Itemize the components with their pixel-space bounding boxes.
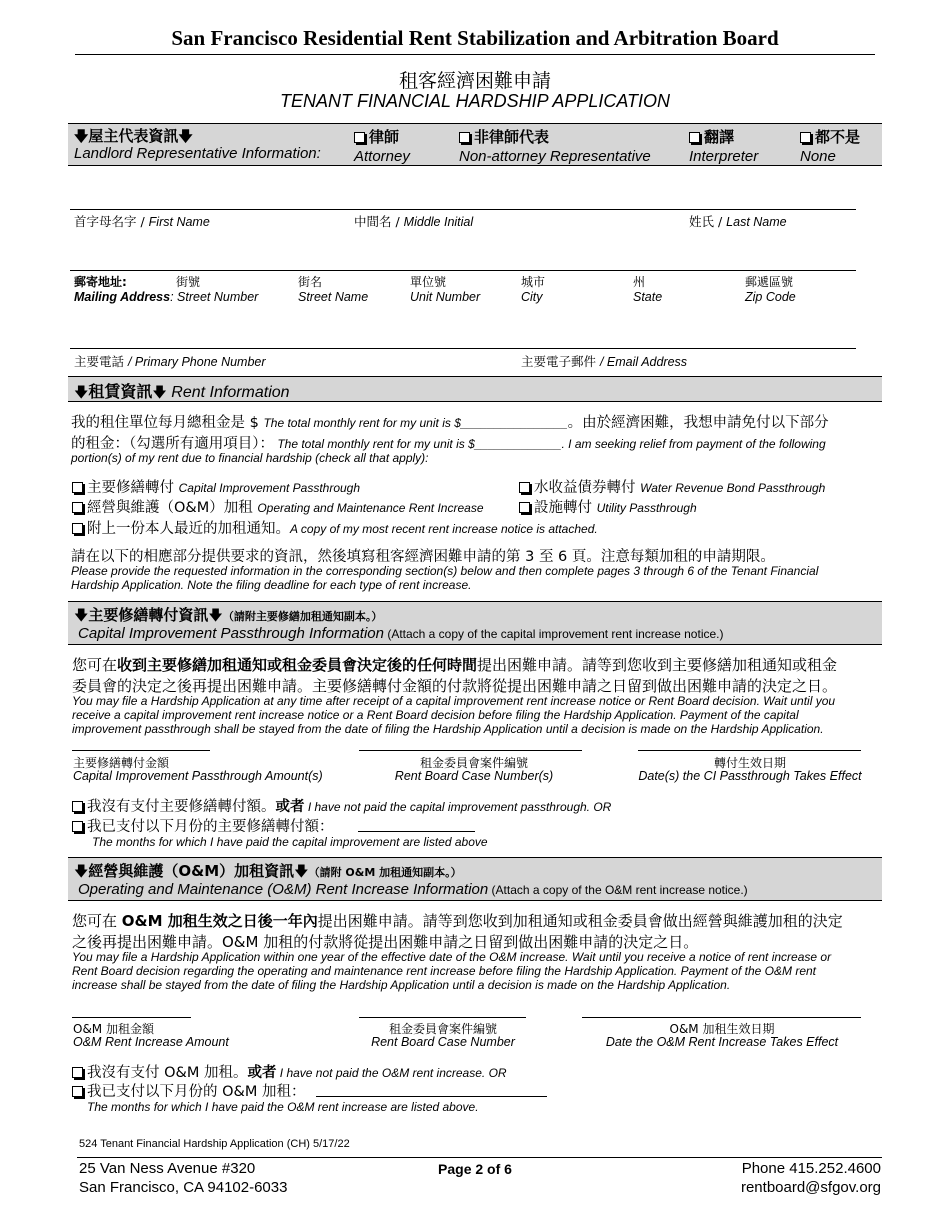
capital-amount-label-en: Capital Improvement Passthrough Amount(s) [73, 769, 323, 783]
rent-info-heading: 🡇租賃資訊🡇 Rent Information [74, 379, 290, 406]
om-heading-zh: 🡇經營與維護（O&M）加租資訊🡇（請附 O&M 加租通知副本。） [74, 860, 462, 885]
om-amount-label-en: O&M Rent Increase Amount [73, 1035, 229, 1049]
mailing-address-label-en: Mailing Address: Street Number [74, 290, 259, 304]
om-para-zh-2: 之後再提出困難申請。O&M 加租的付款將從提出困難申請之日留到做出困難申請的決定之日。 [72, 933, 699, 951]
form-title-zh: 租客經濟困難申請 [398, 70, 551, 92]
capital-months-label: The months for which I have paid the capital improvement are listed above [92, 835, 488, 849]
capital-case-label-zh: 租金委員會案件編號 [419, 756, 528, 770]
om-paid-check[interactable]: 我已支付以下月份的 O&M 加租： [72, 1080, 305, 1101]
checkbox-icon[interactable] [72, 482, 83, 493]
capital-heading-zh: 🡇主要修繕轉付資訊🡇（請附主要修繕加租通知副本。） [74, 604, 382, 629]
footer-rule [77, 1157, 882, 1158]
form-title-en: TENANT FINANCIAL HARDSHIP APPLICATION [279, 91, 671, 111]
checkbox-icon[interactable] [354, 132, 365, 143]
header-rule [75, 54, 875, 55]
option-none[interactable] [800, 126, 860, 165]
capital-amount-line[interactable] [72, 750, 210, 751]
option-label-en: Non-attorney Representative [459, 148, 651, 165]
om-para-en-2: Rent Board decision regarding the operating and maintenance rent increase before filing the Hardship Application. Payment of the O&M rent [72, 964, 816, 978]
capital-case-line[interactable] [359, 750, 582, 751]
down-arrow-icon: 🡇 [294, 863, 309, 879]
down-arrow-icon: 🡇 [208, 607, 223, 623]
capital-case-label-en: Rent Board Case Number(s) [394, 769, 554, 783]
checkbox-icon[interactable] [72, 801, 83, 812]
checkbox-icon[interactable] [519, 502, 530, 513]
capital-para-zh-1: 您可在收到主要修繕加租通知或租金委員會決定後的任何時間提出困難申請。請等到您收到主要修繕加租通知或租金 [72, 656, 838, 674]
om-case-label-en: Rent Board Case Number [371, 1035, 515, 1049]
capital-para-en-1: You may file a Hardship Application at any time after receipt of a capital improvement rent increase notice or Rent Board decision. Wait until you [72, 694, 836, 708]
capital-not-paid-check[interactable]: 我沒有支付主要修繕轉付額。或者 I have not paid the capital improvement passthrough. OR [72, 795, 611, 816]
zip-label-en: Zip Code [745, 290, 796, 304]
instructions-en-1: Please provide the requested information in the corresponding section(s) below and then complete pages 3 through 6 of the Tenant Financial [71, 564, 819, 578]
om-date-label-zh: O&M 加租生效日期 [669, 1022, 775, 1036]
first-name-label: 首字母名字 / First Name [74, 214, 210, 229]
name-field-line[interactable] [70, 209, 856, 210]
check-capital-improvement[interactable]: 主要修繕轉付 Capital Improvement Passthrough [72, 476, 360, 497]
landlord-rep-heading-zh: 屋主代表資訊 [88, 127, 179, 145]
option-attorney[interactable] [354, 126, 410, 165]
unit-label-zh: 單位號 [410, 275, 447, 289]
om-months-line[interactable] [316, 1096, 547, 1097]
capital-para-zh-2: 委員會的決定之後再提出困難申請。主要修繕轉付金額的付款將從提出困難申請之日留到做出困難申請的決定之日。 [72, 677, 838, 695]
address-field-line[interactable] [70, 270, 856, 271]
contact-field-line[interactable] [70, 348, 856, 349]
footer-address-2: San Francisco, CA 94102-6033 [79, 1179, 288, 1196]
capital-paid-check[interactable]: 我已支付以下月份的主要修繕轉付額： [72, 815, 334, 836]
capital-heading-en: Capital Improvement Passthrough Information (Attach a copy of the capital improvement rent increase notice.) [78, 625, 724, 642]
capital-date-label-en: Date(s) the CI Passthrough Takes Effect [638, 769, 862, 783]
om-months-label: The months for which I have paid the O&M rent increase are listed above. [87, 1100, 479, 1114]
option-label-zh: 翻譯 [704, 128, 735, 146]
city-label-en: City [521, 290, 543, 304]
rent-line-1: 我的租住單位每月總租金是 $ The total monthly rent for my unit is $________________。由於經濟困難，我想申請免付以下部分 [71, 415, 829, 431]
check-notice-attached[interactable]: 附上一份本人最近的加租通知。A copy of my most recent rent increase notice is attached. [72, 517, 598, 538]
landlord-rep-heading-en: Landlord Representative Information: [74, 145, 321, 162]
street-number-label-zh: 街號 [176, 275, 201, 289]
checkbox-icon[interactable] [72, 1067, 83, 1078]
checkbox-icon[interactable] [459, 132, 470, 143]
middle-initial-label: 中間名 / Middle Initial [354, 214, 474, 229]
capital-months-line[interactable] [358, 831, 475, 832]
checkbox-icon[interactable] [689, 132, 700, 143]
down-arrow-icon: 🡇 [74, 607, 89, 623]
last-name-label: 姓氏 / Last Name [689, 214, 787, 229]
checkbox-icon[interactable] [519, 482, 530, 493]
state-label-zh: 州 [633, 275, 646, 289]
zip-label-zh: 郵遞區號 [745, 275, 794, 289]
check-om-increase[interactable]: 經營與維護（O&M）加租 Operating and Maintenance Rent Increase [72, 496, 484, 517]
om-case-line[interactable] [359, 1017, 526, 1018]
check-water-revenue[interactable]: 水收益債券轉付 Water Revenue Bond Passthrough [519, 476, 825, 497]
instructions-zh: 請在以下的相應部分提供要求的資訊，然後填寫租客經濟困難申請的第 3 至 6 頁。注意每類加租的申請期限。 [71, 549, 775, 565]
checkbox-icon[interactable] [72, 502, 83, 513]
city-label-zh: 城市 [521, 275, 546, 289]
capital-date-line[interactable] [638, 750, 861, 751]
om-case-label-zh: 租金委員會案件編號 [388, 1022, 497, 1036]
om-amount-line[interactable] [72, 1017, 191, 1018]
state-label-en: State [633, 290, 663, 304]
option-non-attorney[interactable] [459, 126, 651, 165]
capital-date-label-zh: 轉付生效日期 [713, 756, 786, 770]
option-label-zh: 律師 [369, 128, 400, 146]
down-arrow-icon: 🡇 [74, 129, 89, 145]
capital-para-en-3: improvement passthrough shall be stayed from the date of filing the Hardship Application until a decision is made on the Hardship Application. [72, 722, 824, 736]
checkbox-icon[interactable] [72, 1086, 83, 1097]
rent-line-3: portion(s) of my rent due to financial hardship (check all that apply): [71, 451, 429, 465]
om-date-label-en: Date the O&M Rent Increase Takes Effect [605, 1035, 839, 1049]
check-utility-passthrough[interactable]: 設施轉付 Utility Passthrough [519, 496, 697, 517]
email-label: 主要電子郵件 / Email Address [521, 354, 688, 369]
om-para-zh-1: 您可在 O&M 加租生效之日後一年內提出困難申請。請等到您收到加租通知或租金委員會做出經營與維護加租的決定 [72, 912, 843, 930]
capital-amount-label-zh: 主要修繕轉付金額 [73, 756, 170, 770]
option-label-en: Attorney [354, 148, 410, 165]
om-heading-en: Operating and Maintenance (O&M) Rent Increase Information (Attach a copy of the O&M rent increase notice.) [78, 881, 748, 898]
option-label-zh: 非律師代表 [474, 128, 550, 146]
checkbox-icon[interactable] [800, 132, 811, 143]
footer-phone: Phone 415.252.4600 [741, 1160, 881, 1177]
capital-para-en-2: receive a capital improvement rent increase notice or a Rent Board decision before filing the Hardship Application. Payment of the capital [72, 708, 799, 722]
mailing-address-label-zh: 郵寄地址: [74, 275, 127, 289]
instructions-en-2: Hardship Application. Note the filing deadline for each type of rent increase. [71, 578, 472, 592]
checkbox-icon[interactable] [72, 523, 83, 534]
board-title: San Francisco Residential Rent Stabilization and Arbitration Board [171, 26, 779, 50]
down-arrow-icon: 🡇 [178, 129, 193, 145]
footer-email: rentboard@sfgov.org [740, 1179, 881, 1196]
form-id: 524 Tenant Financial Hardship Application (CH) 5/17/22 [79, 1138, 350, 1150]
street-name-label-zh: 街名 [298, 275, 323, 289]
om-not-paid-check[interactable]: 我沒有支付 O&M 加租。或者 I have not paid the O&M rent increase. OR [72, 1061, 507, 1082]
om-amount-label-zh: O&M 加租金額 [73, 1022, 154, 1036]
om-para-en-3: increase shall be stayed from the date of filing the Hardship Application until a decision is made on the Hardship Application. [72, 978, 731, 992]
down-arrow-icon: 🡇 [74, 384, 89, 400]
option-label-zh: 都不是 [815, 128, 861, 146]
checkbox-icon[interactable] [72, 821, 83, 832]
down-arrow-icon: 🡇 [152, 384, 167, 400]
option-interpreter[interactable] [689, 126, 758, 165]
om-date-line[interactable] [582, 1017, 861, 1018]
down-arrow-icon: 🡇 [74, 863, 89, 879]
phone-label: 主要電話 / Primary Phone Number [74, 354, 266, 369]
page-number: Page 2 of 6 [438, 1161, 512, 1177]
option-label-en: Interpreter [689, 148, 759, 165]
option-label-en: None [800, 148, 836, 165]
footer-address-1: 25 Van Ness Avenue #320 [79, 1160, 256, 1177]
om-para-en-1: You may file a Hardship Application within one year of the effective date of the O&M increase. Wait until you receive a notice of rent increase or [72, 950, 832, 964]
rent-line-2: 的租金：（勾選所有適用項目）： The total monthly rent for my unit is $_____________. I am seeking relief from payment of the following [71, 436, 826, 452]
street-name-label-en: Street Name [298, 290, 369, 304]
unit-label-en: Unit Number [410, 290, 481, 304]
